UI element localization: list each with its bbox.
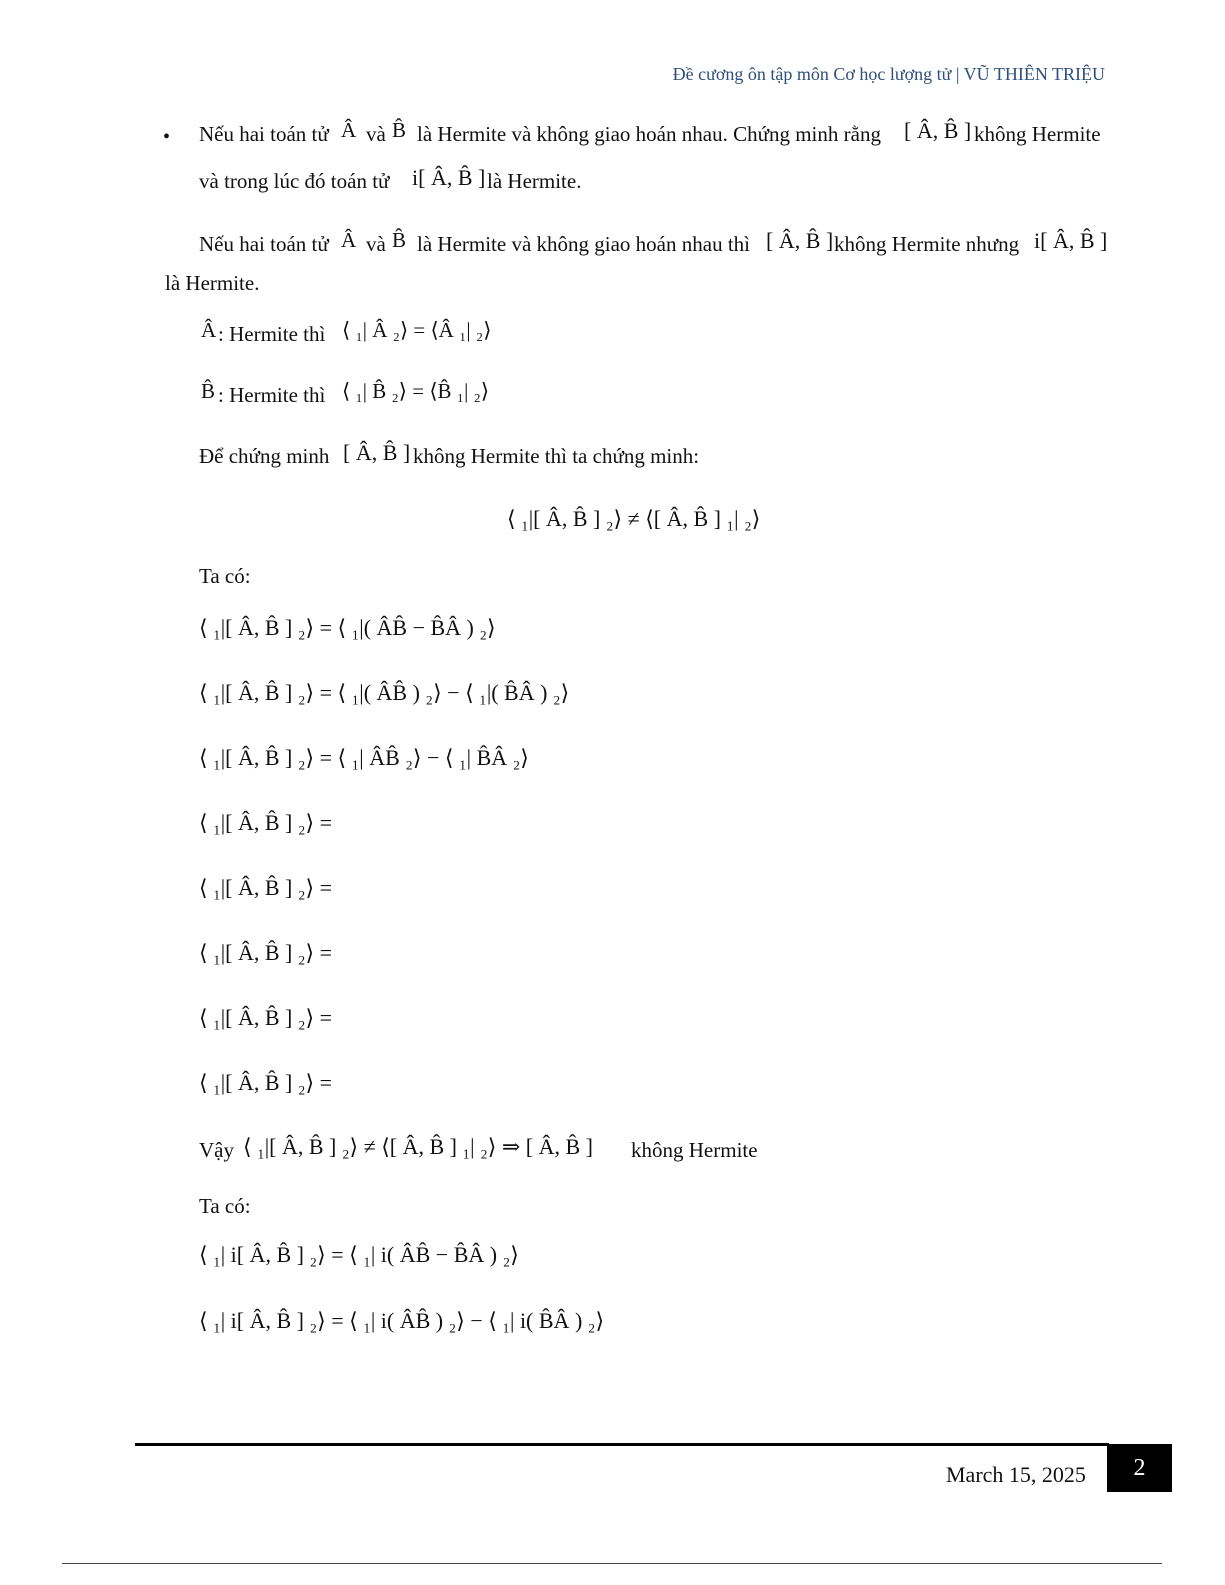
bullet: • (163, 126, 171, 148)
p2-math-icomm: i[ Â, B̂ ] (1034, 228, 1108, 253)
p1-text-c: là Hermite và không giao hoán nhau. Chứng minh rằng (417, 122, 881, 146)
p1-text-f: là Hermite. (487, 169, 582, 193)
p2-text-a: Nếu hai toán tử (199, 232, 329, 256)
p1-math-A: Â (341, 118, 357, 142)
running-header: Đề cương ôn tập môn Cơ học lượng tử | VŨ THIÊN TRIỆU (672, 64, 1105, 84)
p1-text-e: và trong lúc đó toán tử (199, 169, 390, 193)
p2-text-e: là Hermite. (165, 271, 260, 295)
p2-math-A: Â (341, 228, 357, 252)
herm-b-eq: ⟨ ₁| B̂ ₂⟩ = ⟨B̂ ₁| ₂⟩ (342, 379, 490, 403)
herm-a-text: : Hermite thì (218, 322, 326, 346)
p2-text-b: và (366, 232, 386, 256)
herm-b-text: : Hermite thì (218, 383, 326, 407)
conclusion-b: không Hermite (631, 1138, 758, 1162)
taco-1: Ta có: (199, 564, 251, 588)
p2-math-comm: [ Â, B̂ ] (766, 228, 834, 253)
p2-math-B: B̂ (392, 228, 407, 252)
p2-text-d: không Hermite nhưng (834, 232, 1020, 256)
eq-line-7: ⟨ ₁|[ Â, B̂ ] ₂⟩ = (199, 1005, 333, 1030)
eq-line-4: ⟨ ₁|[ Â, B̂ ] ₂⟩ = (199, 810, 333, 835)
taco-2: Ta có: (199, 1194, 251, 1218)
herm-a-op: Â (201, 318, 217, 342)
footer-date: March 15, 2025 (946, 1462, 1086, 1487)
footer-rule (135, 1443, 1109, 1446)
eq-line-2: ⟨ ₁|[ Â, B̂ ] ₂⟩ = ⟨ ₁|( ÂB̂ ) ₂⟩ − ⟨ ₁|( B̂Â ) ₂⟩ (199, 680, 570, 705)
herm-b-op: B̂ (201, 379, 216, 403)
toprove-a: Để chứng minh (199, 444, 330, 468)
page-number: 2 (1107, 1444, 1172, 1492)
p1-math-comm: [ Â, B̂ ] (904, 118, 972, 143)
p1-text-d: không Hermite (974, 122, 1101, 146)
p1-text-a: Nếu hai toán tử (199, 122, 329, 146)
eq-line-9: ⟨ ₁| i[ Â, B̂ ] ₂⟩ = ⟨ ₁| i( ÂB̂ − B̂Â ) ₂⟩ (199, 1242, 519, 1267)
p1-math-icomm: i[ Â, B̂ ] (412, 165, 486, 190)
p1-text-b: và (366, 122, 386, 146)
toprove-comm: [ Â, B̂ ] (343, 440, 411, 465)
goal-equation: ⟨ ₁|[ Â, B̂ ] ₂⟩ ≠ ⟨[ Â, B̂ ] ₁| ₂⟩ (507, 506, 761, 531)
eq-line-3: ⟨ ₁|[ Â, B̂ ] ₂⟩ = ⟨ ₁| ÂB̂ ₂⟩ − ⟨ ₁| B̂Â ₂⟩ (199, 745, 529, 770)
eq-line-1: ⟨ ₁|[ Â, B̂ ] ₂⟩ = ⟨ ₁|( ÂB̂ − B̂Â ) ₂⟩ (199, 615, 496, 640)
conclusion-eq: ⟨ ₁|[ Â, B̂ ] ₂⟩ ≠ ⟨[ Â, B̂ ] ₁| ₂⟩ ⇒ [ Â, B̂ ] (243, 1134, 593, 1159)
eq-line-6: ⟨ ₁|[ Â, B̂ ] ₂⟩ = (199, 940, 333, 965)
herm-a-eq: ⟨ ₁| Â ₂⟩ = ⟨Â ₁| ₂⟩ (342, 318, 492, 342)
conclusion-a: Vậy (199, 1138, 234, 1162)
toprove-b: không Hermite thì ta chứng minh: (413, 444, 700, 468)
eq-line-8: ⟨ ₁|[ Â, B̂ ] ₂⟩ = (199, 1070, 333, 1095)
page-bottom-edge (62, 1563, 1162, 1564)
eq-line-10: ⟨ ₁| i[ Â, B̂ ] ₂⟩ = ⟨ ₁| i( ÂB̂ ) ₂⟩ − ⟨ ₁| i( B̂Â ) ₂⟩ (199, 1308, 605, 1333)
eq-line-5: ⟨ ₁|[ Â, B̂ ] ₂⟩ = (199, 875, 333, 900)
p1-math-B: B̂ (392, 118, 407, 142)
p2-text-c: là Hermite và không giao hoán nhau thì (417, 232, 750, 256)
